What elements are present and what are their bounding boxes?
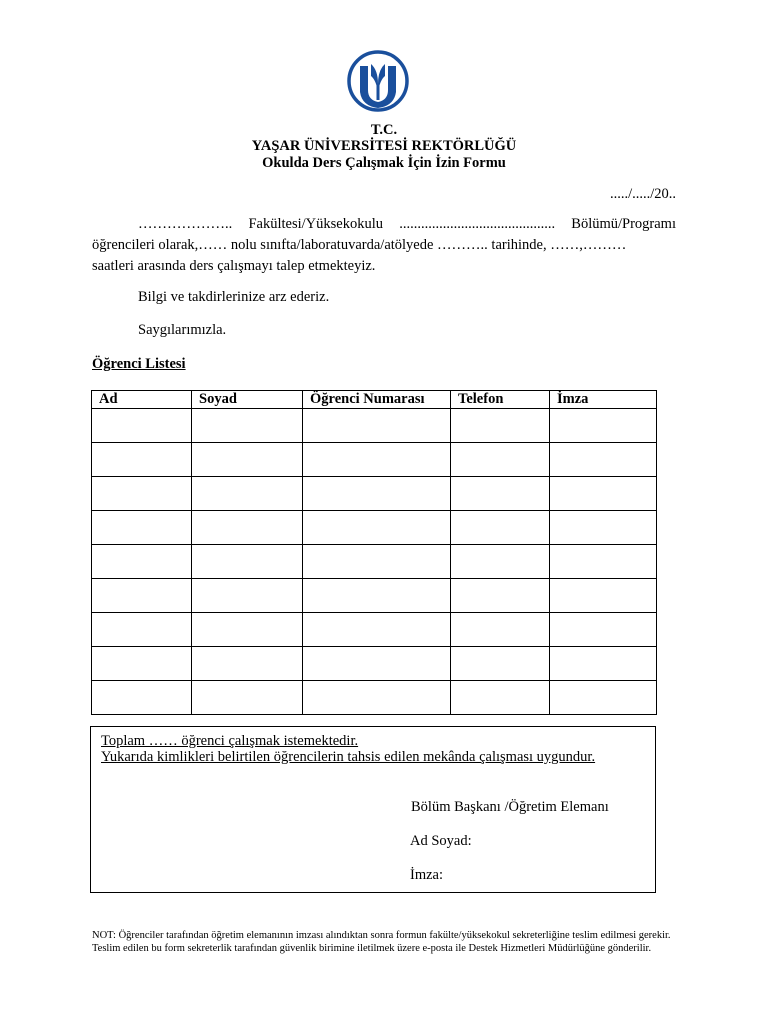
cell-student-number[interactable] [303,545,451,579]
cell-surname[interactable] [192,613,303,647]
paragraph-line-2: öğrencileri olarak,…… nolu sınıfta/laboratuvarda/atölyede ……….. tarihinde, ……,……… [92,237,627,253]
university-logo-icon [346,46,410,116]
cell-signature[interactable] [550,647,657,681]
date-field: ...../...../20.. [609,186,676,202]
footnote: NOT: Öğrenciler tarafından öğretim elemanının imzası alındıktan sonra formun fakülte/yüksekokul sekreterliğine teslim edilmesi gerekir. Teslim edilen bu form sekreterlik tarafından güvenlik birimine iletilmek üzere e-posta ile Destek Hizmetleri Müdürlüğüne gönderilir. [92,930,671,954]
cell-phone[interactable] [451,477,550,511]
cell-signature[interactable] [550,545,657,579]
cell-signature[interactable] [550,409,657,443]
cell-phone[interactable] [451,409,550,443]
cell-phone[interactable] [451,613,550,647]
cell-phone[interactable] [451,579,550,613]
approval-statement: Yukarıda kimlikleri belirtilen öğrencilerin tahsis edilen mekânda çalışması uygundur. [101,749,596,765]
cell-name[interactable] [92,477,192,511]
column-header-name: Ad [92,391,192,409]
total-students-line: Toplam …… öğrenci çalışmak istemektedir. [101,733,359,749]
cell-student-number[interactable] [303,511,451,545]
header-tc: T.C. [370,122,398,138]
cell-surname[interactable] [192,409,303,443]
paragraph-line-1: ……………….. Fakültesi/Yüksekokulu ........................................... Bölümü/Programı [138,216,676,232]
table-row [92,613,657,647]
cell-student-number[interactable] [303,443,451,477]
table-header-row [92,391,657,409]
cell-name[interactable] [92,511,192,545]
form-title: Okulda Ders Çalışmak İçin İzin Formu [262,155,506,171]
table-row [92,647,657,681]
cell-student-number[interactable] [303,647,451,681]
cell-name[interactable] [92,409,192,443]
cell-signature[interactable] [550,511,657,545]
cell-student-number[interactable] [303,579,451,613]
cell-name[interactable] [92,613,192,647]
cell-signature[interactable] [550,579,657,613]
approval-box [90,726,656,893]
respect-line: Bilgi ve takdirlerinize arz ederiz. [138,289,330,305]
table-row [92,511,657,545]
table-row [92,443,657,477]
cell-phone[interactable] [451,511,550,545]
cell-surname[interactable] [192,681,303,715]
signature-label: İmza: [410,867,444,883]
table-row [92,409,657,443]
column-header-surname: Soyad [192,391,303,409]
cell-surname[interactable] [192,511,303,545]
table-row [92,545,657,579]
signer-title: Bölüm Başkanı /Öğretim Elemanı [411,799,609,815]
cell-name[interactable] [92,545,192,579]
cell-phone[interactable] [451,681,550,715]
cell-student-number[interactable] [303,409,451,443]
cell-surname[interactable] [192,579,303,613]
cell-surname[interactable] [192,443,303,477]
closing-line: Saygılarımızla. [138,322,227,338]
cell-student-number[interactable] [303,613,451,647]
table-row [92,579,657,613]
cell-surname[interactable] [192,647,303,681]
column-header-phone: Telefon [451,391,550,409]
paragraph-line-3: saatleri arasında ders çalışmayı talep etmekteyiz. [92,258,376,274]
request-paragraph [92,214,676,277]
cell-student-number[interactable] [303,477,451,511]
cell-signature[interactable] [550,681,657,715]
student-table [91,390,657,715]
cell-name[interactable] [92,443,192,477]
cell-name[interactable] [92,579,192,613]
cell-student-number[interactable] [303,681,451,715]
university-name: YAŞAR ÜNİVERSİTESİ REKTÖRLÜĞÜ [251,138,517,154]
cell-signature[interactable] [550,613,657,647]
table-row [92,681,657,715]
cell-surname[interactable] [192,477,303,511]
name-label: Ad Soyad: [410,833,472,849]
cell-phone[interactable] [451,443,550,477]
student-list-title: Öğrenci Listesi [92,356,186,372]
cell-name[interactable] [92,681,192,715]
cell-phone[interactable] [451,647,550,681]
cell-signature[interactable] [550,443,657,477]
table-row [92,477,657,511]
column-header-signature: İmza [550,391,657,409]
cell-signature[interactable] [550,477,657,511]
cell-name[interactable] [92,647,192,681]
cell-surname[interactable] [192,545,303,579]
cell-phone[interactable] [451,545,550,579]
column-header-student-number: Öğrenci Numarası [303,391,451,409]
